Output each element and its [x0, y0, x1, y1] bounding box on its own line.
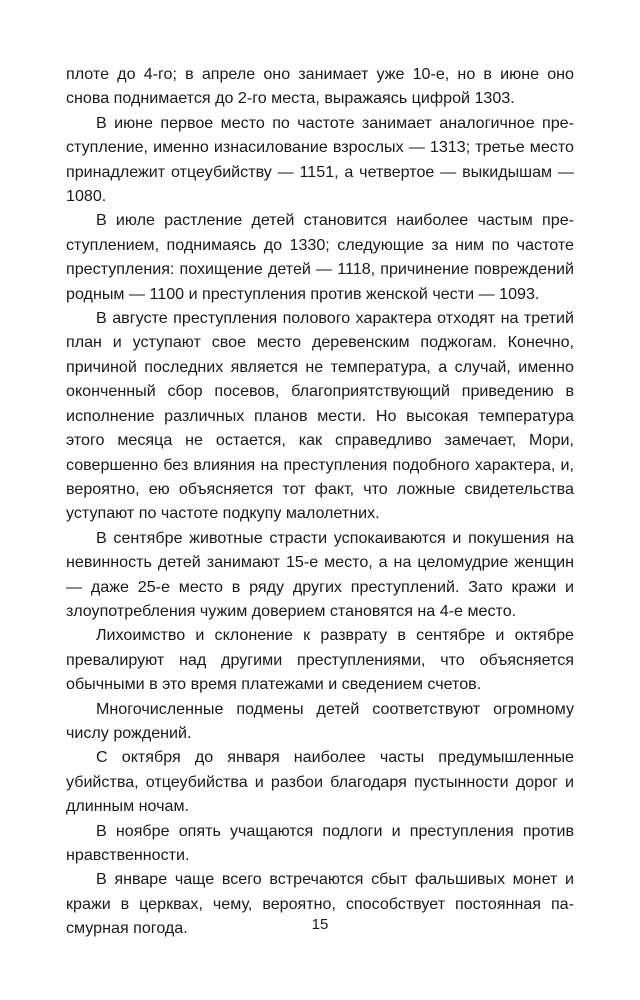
page-body — [66, 62, 574, 941]
paragraph-6: Лихоимство и склонение к разврату в сентябре и октябре превалируют над другими преступлениями, что объясняется обычными в это время платежами и сведением счетов. — [66, 626, 574, 694]
paragraph-8: С октября до января наиболее часты предумышленные убийства, отцеубийства и разбои благодаря пустынности дорог и длинным ночам. — [66, 748, 574, 816]
paragraph-9: В ноябре опять учащаются подлоги и преступления против нравственности. — [66, 821, 574, 864]
paragraph-7: Многочисленные подмены детей соответствуют огромному числу рождений. — [66, 699, 574, 742]
paragraph-3: В июле растление детей становится наиболее частым преступлением, поднимаясь до 1330; следующие за ним по частоте преступления: похищение детей — 1118, причинение повреждений родным — 1100 и преступления против женской чести — 1093. — [66, 211, 574, 303]
paragraph-1: плоте до 4-го; в апреле оно занимает уже 10-е, но в июне оно снова поднимается до 2-го места, выражаясь цифрой 1303. — [66, 65, 574, 108]
paragraph-5: В сентябре животные страсти успокаиваются и покушения на невинность детей занимают 15-е место, а на целомудрие женщин — даже 25-е место в ряду других преступлений. Зато кражи и злоупотребления чужим доверием становятся на 4-е место. — [66, 528, 574, 620]
paragraph-10: В январе чаще всего встречаются сбыт фальшивых монет и кражи в церквах, чему, вероятно, способствует постоянная пасмурная погода. — [66, 870, 574, 938]
paragraph-4: В августе преступления полового характера отходят на третий план и уступают свое место деревенским поджогам. Конечно, причиной последних является не температура, а случай, именно оконченный сбор посевов, благоприятствующий приведению в исполнение различных планов мести. Но высокая температура этого месяца не остается, как справедливо замечает, Мори, совершенно без влияния на преступления подобного характера, и, вероятно, ею объясняется тот факт, что ложные свидетельства уступают по частоте подкупу малолетних. — [66, 309, 574, 523]
paragraph-2: В июне первое место по частоте занимает аналогичное преступление, именно изнасилование взрослых — 1313; третье место принадлежит отцеубийству — 1151, а четвертое — выкидышам — 1080. — [66, 113, 574, 206]
page-number: 15 — [311, 916, 329, 933]
